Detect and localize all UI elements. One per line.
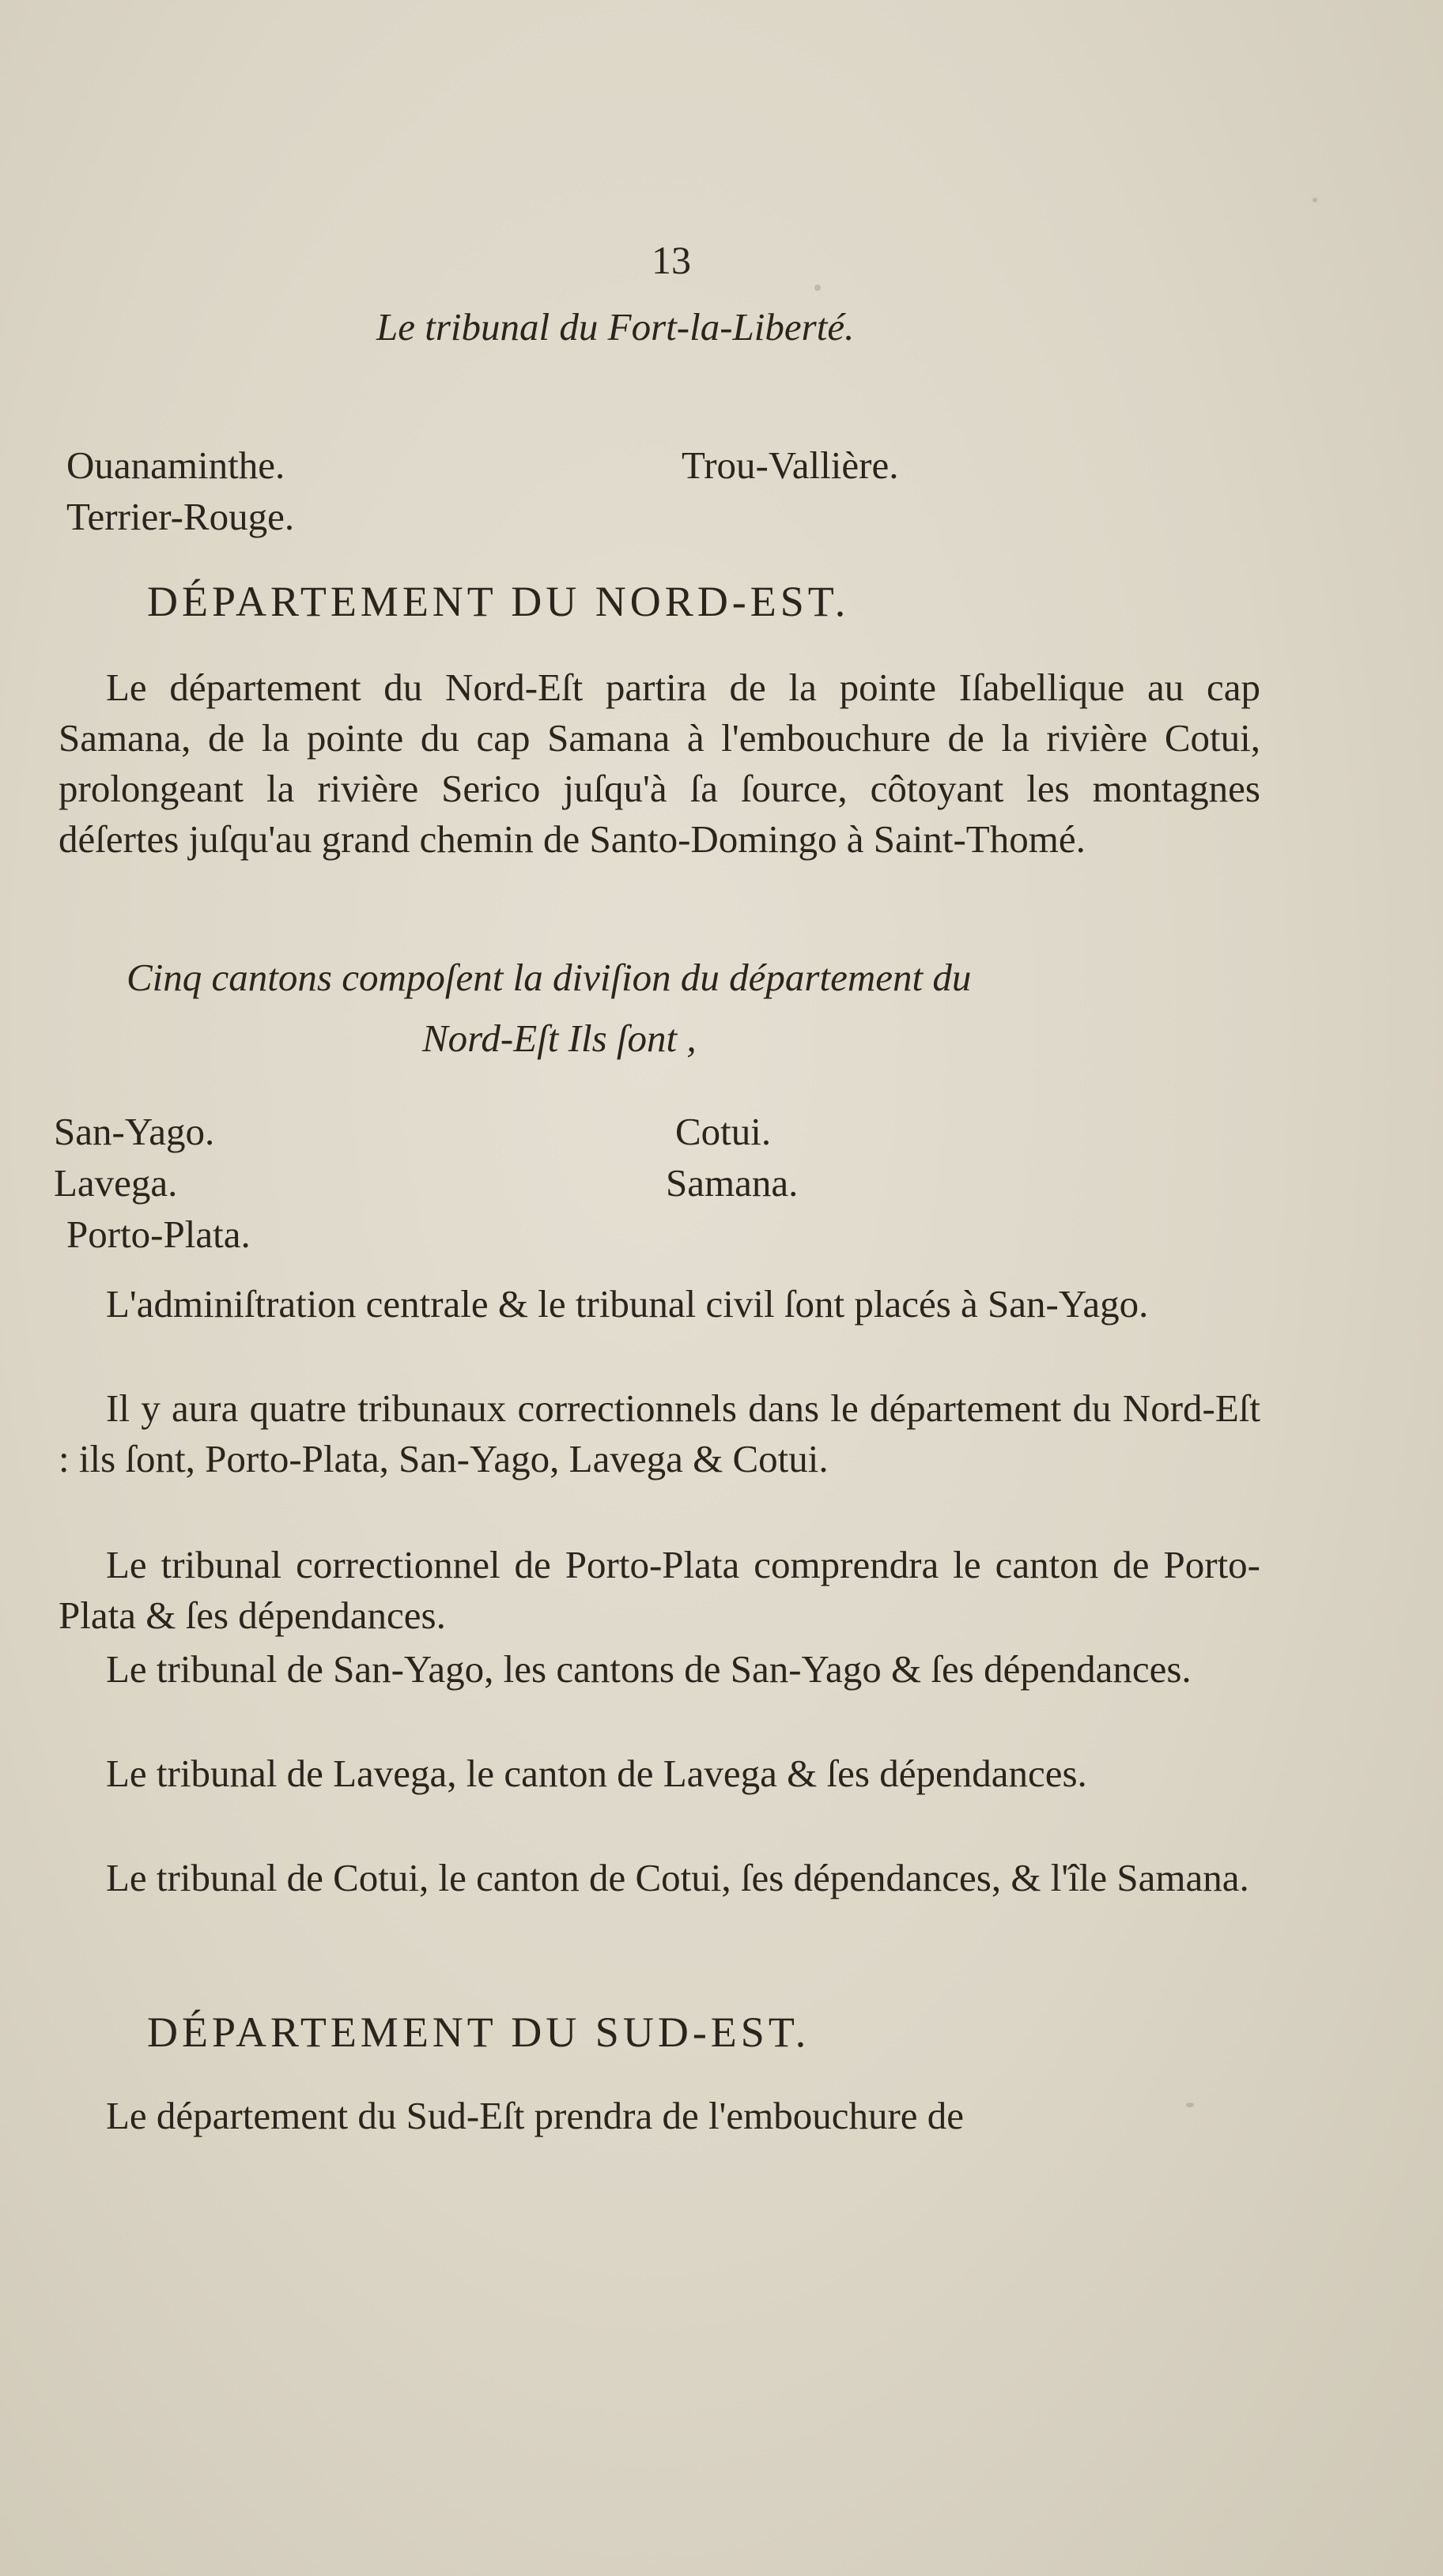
ink-spot (814, 285, 821, 291)
tribunal-title: Le tribunal du Fort-la-Liberté. (376, 305, 855, 349)
cantons-intro-line1: Cinq cantons compoſent la diviſion du département du (127, 956, 972, 999)
heading-sud-est: DÉPARTEMENT DU SUD-EST. (147, 2008, 810, 2056)
paragraph-administration: L'adminiſtration centrale & le tribunal civil ſont placés à San-Yago. (106, 1282, 1149, 1326)
sud-est-opening: Le département du Sud-Eſt prendra de l'embouchure de (106, 2094, 965, 2137)
fort-list-left-0: Ouanaminthe. (66, 443, 285, 487)
paragraph-cotui: Le tribunal de Cotui, le canton de Cotui, ſes dépendances, & l'île Samana. (106, 1856, 1249, 1899)
paragraph-porto-plata: Le tribunal correctionnel de Porto-Plata comprendra le canton de Porto-Plata & ſes dépendances. (59, 1543, 1260, 1637)
fort-list-left-1: Terrier-Rouge. (66, 495, 295, 538)
heading-nord-est: DÉPARTEMENT DU NORD-EST. (147, 578, 850, 625)
ink-spot (1186, 2103, 1194, 2107)
canton-left-0: San-Yago. (54, 1110, 215, 1153)
ink-spot (1313, 198, 1317, 202)
canton-left-1: Lavega. (54, 1161, 178, 1205)
paragraph-tribunaux-correctionnels: Il y aura quatre tribunaux correctionnels dans le département du Nord-Eſt : ils ſont, Porto-Plata, San-Yago, Lavega & Cotui. (59, 1386, 1260, 1480)
canton-right-1: Samana. (666, 1161, 799, 1205)
canton-right-0: Cotui. (675, 1110, 772, 1153)
paragraph-lavega: Le tribunal de Lavega, le canton de Lavega & ſes dépendances. (106, 1752, 1087, 1795)
paragraph-san-yago: Le tribunal de San-Yago, les cantons de San-Yago & ſes dépendances. (106, 1647, 1192, 1691)
page-number: 13 (652, 238, 691, 282)
fort-list-right-0: Trou-Vallière. (682, 443, 899, 487)
nord-est-description: Le département du Nord-Eſt partira de la pointe Iſabellique au cap Samana, de la pointe du cap Samana à l'embouchure de la rivière Cotui, prolongeant la rivière Serico juſqu'à ſa ſource, côtoyant les montagnes déſertes juſqu'au grand chemin de Santo-Domingo à Saint-Thomé. (59, 666, 1260, 861)
canton-left-2: Porto-Plata. (66, 1213, 251, 1256)
cantons-intro-line2: Nord-Eſt Ils ſont , (422, 1016, 697, 1060)
